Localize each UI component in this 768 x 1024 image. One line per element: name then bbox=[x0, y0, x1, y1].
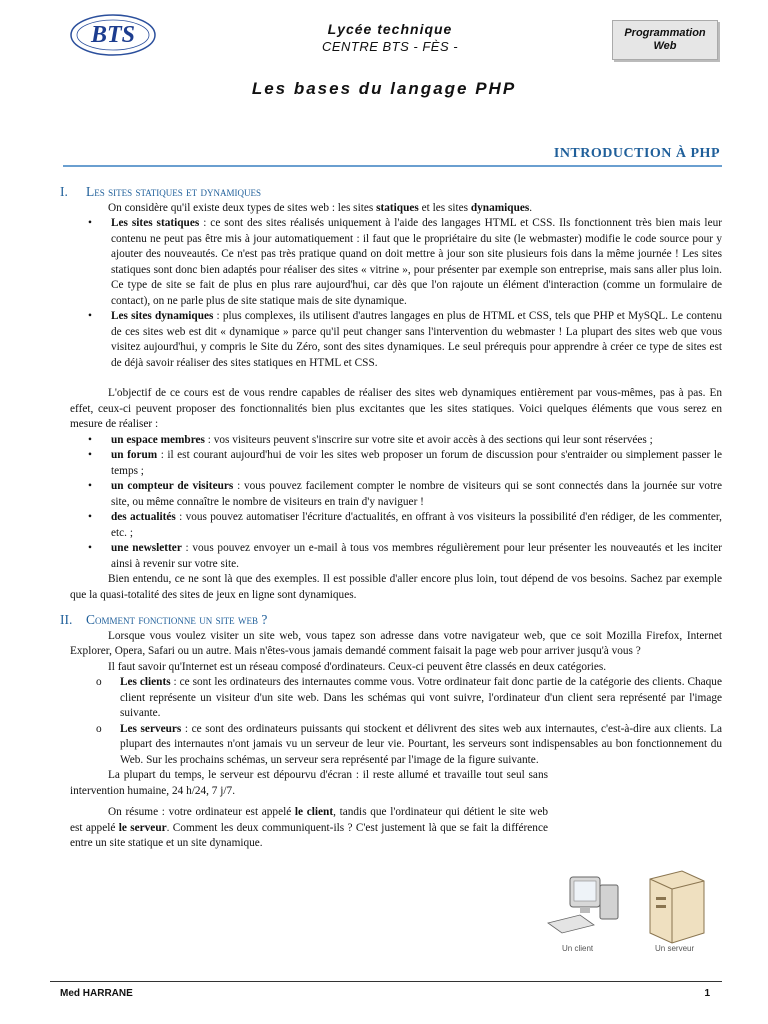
section2-p1: Lorsque vous voulez visiter un site web, vous tapez son adresse dans votre navigateur web, que ce soit Mozilla Firefox, Internet Explorer, Opera, Safari ou un autre. Mais n'êtes-vous jamais demandé comment faisait la page web pour arriver jusqu'à vous ? bbox=[70, 629, 722, 657]
section2-p3: La plupart du temps, le serveur est dépourvu d'écran : il reste allumé et travaille tout seul sans intervention humaine, 24 h/24, 7 j/7. bbox=[70, 769, 548, 797]
client-caption: Un client bbox=[562, 944, 594, 953]
objective-paragraph: L'objectif de ce cours est de vous rendre capables de réaliser des sites web dynamiques entièrement par vous-mêmes, pas à pas. En effet, ceux-ci peuvent proposer des fonctionnalités bien plus excitantes que les sites statiques. Voici quelques éléments que vous serez en mesure de réaliser : bbox=[70, 387, 722, 430]
feature-item bbox=[50, 448, 722, 479]
course-badge bbox=[612, 20, 718, 60]
page-header bbox=[0, 0, 768, 70]
page-content bbox=[50, 184, 722, 852]
feature-item-text: : vos visiteurs peuvent s'inscrire sur votre site et avoir accès à des sections qui leur sont réservées ; bbox=[204, 433, 653, 446]
section2-heading: II. Comment fonctionne un site web ? bbox=[60, 612, 268, 627]
computer-type-item-text: : ce sont des ordinateurs puissants qui stockent et délivrent des sites web aux internautes, c'est-à-dire aux clients. La plupart des internautes n'ont jamais vu un serveur de leur vie. Pourtant, les serveurs sont indispensables au bon fonctionnement du Web. Sur les prochains schémas, un serveur sera représenté par l'image de la figure suivante. bbox=[120, 722, 722, 766]
client-computer-icon bbox=[548, 877, 618, 933]
section1-heading: I. Les sites statiques et dynamiques bbox=[60, 184, 262, 199]
feature-item-term: un espace membres bbox=[111, 433, 205, 446]
feature-item-term: un forum bbox=[111, 449, 158, 461]
list-item-term: Les sites statiques bbox=[111, 217, 200, 229]
list-item-term: Les sites dynamiques bbox=[111, 310, 214, 322]
intro-label: INTRODUCTION À PHP bbox=[553, 146, 720, 161]
feature-item-term: des actualités bbox=[111, 511, 176, 523]
feature-item bbox=[50, 479, 722, 510]
feature-item-text: : vous pouvez envoyer un e-mail à tous vos membres régulièrement pour leur présenter les nouveautés et les inciter ainsi à revenir sur votre site. bbox=[111, 542, 722, 570]
section1-intro: On considère qu'il existe deux types de sites web : les sites statiques et les sites dynamiques. bbox=[108, 201, 533, 214]
feature-item-text: : vous pouvez facilement compter le nombre de visiteurs qui se sont connectés dans la journée sur votre site, ou même connaître le nombre de visiteurs en train d'y naviguer ! bbox=[111, 480, 722, 508]
computer-types-list bbox=[50, 675, 722, 768]
bts-logo-icon bbox=[68, 10, 158, 58]
header-divider bbox=[63, 165, 722, 167]
feature-item bbox=[50, 510, 722, 541]
list-item bbox=[50, 216, 722, 309]
footer-author: Med HARRANE bbox=[60, 988, 133, 999]
feature-item-term: une newsletter bbox=[111, 542, 182, 554]
school-line1: Lycée technique bbox=[327, 21, 453, 37]
feature-item-text: : vous pouvez automatiser l'écriture d'actualités, en offrant à vos visiteurs la possibilité d'en rédiger, de les commenter, etc. ; bbox=[111, 511, 723, 539]
list-item bbox=[50, 309, 722, 371]
list-item-text: : ce sont des sites réalisés uniquement à l'aide des langages HTML et CSS. Ils fonctionnent très bien mais leur contenu ne peut pas être mis à jour automatiquement : il faut que le propriétaire du site (le webmaster) modifie le code source pour y ajouter des nouveautés. Ce n'est pas très pratique quand on doit mettre à jour son site plusieurs fois dans la même journée ! Les sites statiques sont donc bien adaptés pour réaliser des sites « vitrine », pour présenter par exemple son entreprise, mais sans aller plus loin. Ce type de site se fait de plus en plus rare aujourd'hui, car dès que l'on rajoute un élément d'interaction (comme un formulaire de contact), on ne parle plus de site statique mais de site dynamique. bbox=[111, 217, 722, 307]
school-name bbox=[180, 20, 600, 56]
server-caption: Un serveur bbox=[655, 944, 695, 953]
computer-type-item bbox=[50, 722, 722, 769]
school-line2: CENTRE BTS - FÈS - bbox=[321, 39, 459, 54]
badge-line2: Web bbox=[653, 40, 677, 52]
feature-item-term: un compteur de visiteurs bbox=[111, 480, 234, 492]
section2-p4: On résume : votre ordinateur est appelé le client, tandis que l'ordinateur qui détient le site web est appelé le serveur. Comment les deux communiquent-ils ? C'est justement là que se fait la différence entre un site statique et un site dynamique. bbox=[70, 806, 549, 849]
document-title: Les bases du langage PHP bbox=[251, 79, 517, 98]
computer-type-item-text: : ce sont les ordinateurs des internautes comme vous. Votre ordinateur fait donc partie de la catégorie des clients. Chaque client représente un visiteur d'un site web. Dans les schémas qui vont suivre, l'ordinateur d'un client sera représenté par l'image suivante. bbox=[120, 676, 722, 719]
svg-text:BTS: BTS bbox=[90, 22, 136, 48]
feature-item bbox=[50, 541, 722, 572]
footer-divider bbox=[50, 981, 722, 982]
page-number: 1 bbox=[704, 988, 710, 999]
feature-item bbox=[50, 433, 722, 449]
section2-p2: Il faut savoir qu'Internet est un réseau composé d'ordinateurs. Ceux-ci peuvent être classés en deux catégories. bbox=[108, 660, 607, 673]
badge-line1: Programmation bbox=[624, 27, 706, 39]
computer-type-item-term: Les clients bbox=[120, 676, 171, 688]
features-list bbox=[50, 433, 722, 573]
computer-type-item bbox=[50, 675, 722, 722]
site-types-list bbox=[50, 216, 722, 371]
list-item-text: : plus complexes, ils utilisent d'autres langages en plus de HTML et CSS, tels que PHP et MySQL. Le contenu de ces sites web est dit « dynamique » parce qu'il peut changer sans l'intervention du webmaster ! La plupart des sites web que vous visitez aujourd'hui, y compris le Site du Zéro, sont des sites dynamiques. Le seul prérequis pour apprendre à créer ce type de sites est de déjà savoir réaliser des sites statiques en HTML et CSS. bbox=[111, 310, 722, 369]
server-icon bbox=[650, 871, 704, 943]
closing-paragraph: Bien entendu, ce ne sont là que des exemples. Il est possible d'aller encore plus loin, tout dépend de vos besoins. Sachez par exemple que la quasi-totalité des sites de jeux en ligne sont dynamiques. bbox=[70, 573, 722, 601]
computer-type-item-term: Les serveurs bbox=[120, 722, 182, 735]
feature-item-text: : il est courant aujourd'hui de voir les sites web proposer un forum de discussion pour s'entraider ou simplement passer le temps ; bbox=[111, 449, 722, 477]
